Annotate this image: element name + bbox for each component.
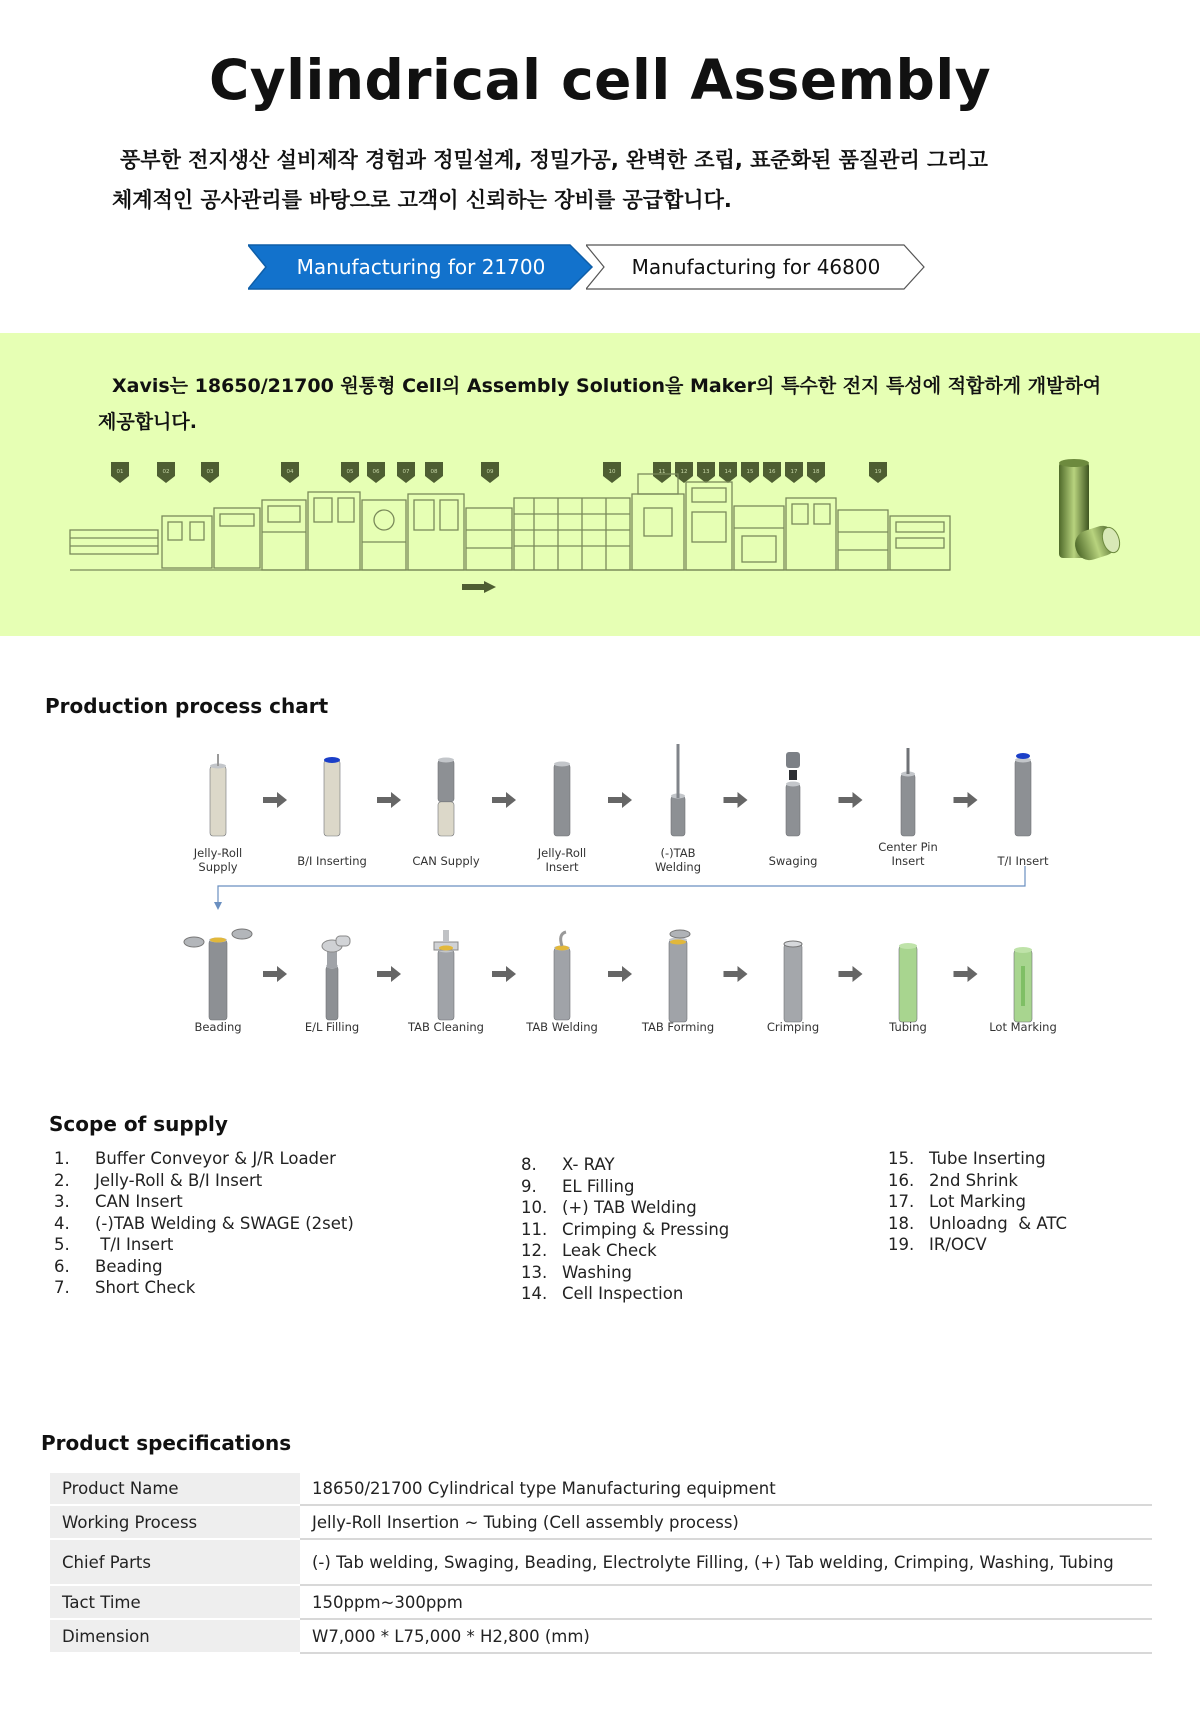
scope-item-number: 5. xyxy=(54,1235,70,1254)
process-step-label: Center Pin Insert xyxy=(878,840,938,868)
model-tabs xyxy=(248,244,928,290)
station-marker-number: 16 xyxy=(768,469,776,475)
station-marker-number: 10 xyxy=(608,469,616,475)
scope-item-number: 12. xyxy=(521,1241,548,1260)
intro-line-2: 체계적인 공사관리를 바탕으로 고객이 신뢰하는 장비를 공급합니다. xyxy=(112,188,732,212)
scope-item-number: 3. xyxy=(54,1192,70,1211)
spec-value: Jelly-Roll Insertion ~ Tubing (Cell assembly process) xyxy=(300,1505,1152,1539)
station-marker-number: 17 xyxy=(790,469,798,475)
tab-welding-icon xyxy=(554,932,570,1020)
scope-item xyxy=(521,1219,729,1241)
station-marker xyxy=(157,462,175,483)
scope-item-number: 1. xyxy=(54,1149,70,1168)
scope-list-3 xyxy=(888,1148,1067,1256)
tab-46800-label: Manufacturing for 46800 xyxy=(631,255,881,279)
spec-key: Product Name xyxy=(50,1473,300,1505)
process-step-label: B/I Inserting xyxy=(297,854,367,868)
process-arrow xyxy=(839,966,863,982)
jelly-roll-insert-icon xyxy=(554,762,570,837)
spec-row xyxy=(50,1473,1152,1505)
tab-forming-icon xyxy=(669,930,690,1022)
station-marker xyxy=(341,462,359,483)
process-arrow xyxy=(377,792,401,808)
specs-heading: Product specifications xyxy=(41,1431,292,1455)
scope-item xyxy=(888,1148,1067,1170)
tab-46800[interactable] xyxy=(586,244,926,290)
tab-21700-label: Manufacturing for 21700 xyxy=(296,255,546,279)
scope-item xyxy=(888,1234,1067,1256)
scope-heading: Scope of supply xyxy=(49,1112,228,1136)
scope-item-number: 15. xyxy=(888,1149,915,1168)
station-marker-number: 19 xyxy=(874,469,882,475)
scope-item xyxy=(521,1197,729,1219)
spec-key: Dimension xyxy=(50,1619,300,1653)
spec-row xyxy=(50,1505,1152,1539)
station-marker xyxy=(481,462,499,483)
scope-list-1 xyxy=(54,1148,354,1299)
cylindrical-cell-icon xyxy=(1045,458,1125,573)
station-marker-number: 09 xyxy=(486,469,494,475)
scope-item xyxy=(54,1213,354,1235)
station-marker-number: 08 xyxy=(430,469,438,475)
scope-item-number: 8. xyxy=(521,1155,537,1174)
station-marker xyxy=(397,462,415,483)
station-marker xyxy=(785,462,803,483)
scope-item-text: 2nd Shrink xyxy=(929,1170,1018,1190)
process-step-label: E/L Filling xyxy=(304,1020,360,1034)
beading-icon xyxy=(184,929,252,1020)
scope-item-text: Crimping & Pressing xyxy=(562,1219,730,1239)
scope-item-number: 4. xyxy=(54,1213,70,1233)
station-marker xyxy=(763,462,781,483)
station-marker xyxy=(869,462,887,483)
spec-value: (-) Tab welding, Swaging, Beading, Electrolyte Filling, (+) Tab welding, Crimping, Washing, Tubing xyxy=(300,1539,1152,1585)
process-step-label: (-)TAB Welding xyxy=(654,846,702,874)
center-pin-icon xyxy=(901,748,915,836)
scope-item-text: IR/OCV xyxy=(929,1235,987,1254)
scope-item-number: 16. xyxy=(888,1170,915,1190)
banner-text xyxy=(98,368,1108,440)
station-marker xyxy=(111,462,129,483)
station-marker-number: 18 xyxy=(812,469,820,475)
process-step-label: Jelly-Roll Insert xyxy=(537,846,587,874)
electrolyte-filling-icon xyxy=(322,936,350,1020)
scope-item-number: 14. xyxy=(521,1284,548,1303)
banner-line-1: Xavis는 18650/21700 원통형 Cell의 Assembly Solution을 Maker의 특수한 전지 특성에 적합하게 개발하여 xyxy=(112,375,1102,397)
scope-item-number: 11. xyxy=(521,1219,548,1239)
scope-item xyxy=(54,1256,354,1278)
scope-item-number: 7. xyxy=(54,1278,70,1297)
scope-item-text: Leak Check xyxy=(562,1241,657,1260)
scope-item-text: Unloadng & ATC xyxy=(929,1213,1067,1233)
flow-direction-arrow xyxy=(462,581,496,593)
lot-marking-icon xyxy=(1014,947,1032,1022)
station-marker xyxy=(603,462,621,483)
station-marker-number: 01 xyxy=(116,469,124,475)
banner-line-2: 제공합니다. xyxy=(98,411,197,433)
machine-outline xyxy=(70,474,950,570)
station-marker xyxy=(807,462,825,483)
station-marker-number: 06 xyxy=(372,469,380,475)
process-arrow xyxy=(608,792,632,808)
spec-key: Tact Time xyxy=(50,1585,300,1619)
scope-item xyxy=(888,1213,1067,1235)
scope-item xyxy=(521,1176,729,1198)
station-marker-number: 15 xyxy=(746,469,754,475)
assembly-line-drawing xyxy=(62,458,982,598)
scope-item-number: 18. xyxy=(888,1213,915,1233)
scope-item xyxy=(521,1262,729,1284)
scope-item xyxy=(54,1277,354,1299)
process-heading: Production process chart xyxy=(45,694,329,718)
process-arrow xyxy=(492,966,516,982)
page-title: Cylindrical cell Assembly xyxy=(208,48,992,112)
scope-item-number: 10. xyxy=(521,1198,548,1217)
scope-item-text: CAN Insert xyxy=(95,1192,183,1211)
tab-cleaning-icon xyxy=(434,930,458,1020)
scope-item-text: Tube Inserting xyxy=(929,1149,1046,1168)
scope-item-text: Short Check xyxy=(95,1278,196,1297)
scope-item xyxy=(888,1191,1067,1213)
scope-item-number: 17. xyxy=(888,1192,915,1211)
process-step-label: Beading xyxy=(194,1020,242,1034)
station-marker xyxy=(653,462,671,483)
station-marker-number: 13 xyxy=(702,469,710,475)
tab-welding-icon xyxy=(671,744,685,836)
process-arrow xyxy=(954,792,978,808)
jelly-roll-cell-icon xyxy=(210,754,226,836)
intro-line-1: 풍부한 전지생산 설비제작 경험과 정밀설계, 정밀가공, 완벽한 조립, 표준화된 품질관리 그리고 xyxy=(120,148,988,172)
station-marker-number: 12 xyxy=(680,469,688,475)
process-step-label: Swaging xyxy=(768,854,818,868)
station-marker-number: 14 xyxy=(724,469,732,475)
station-marker xyxy=(425,462,443,483)
scope-item xyxy=(521,1240,729,1262)
process-step-label: Tubing xyxy=(889,1020,927,1034)
scope-item-text: Buffer Conveyor & J/R Loader xyxy=(95,1149,336,1168)
station-marker-number: 03 xyxy=(206,469,214,475)
process-arrow xyxy=(724,792,748,808)
tubing-icon xyxy=(899,943,917,1022)
spec-value: W7,000 * L75,000 * H2,800 (mm) xyxy=(300,1619,1152,1653)
scope-item xyxy=(54,1148,354,1170)
tab-21700[interactable] xyxy=(248,244,594,290)
scope-item-text: EL Filling xyxy=(562,1176,635,1196)
scope-item-text: X- RAY xyxy=(562,1155,615,1174)
scope-item-number: 6. xyxy=(54,1256,70,1276)
process-arrow xyxy=(954,966,978,982)
process-arrow xyxy=(839,792,863,808)
scope-item-number: 9. xyxy=(521,1176,537,1196)
spec-row xyxy=(50,1539,1152,1585)
process-arrow xyxy=(724,966,748,982)
scope-item xyxy=(54,1170,354,1192)
specs-table xyxy=(50,1473,1152,1654)
can-cell-icon xyxy=(438,758,454,837)
process-step-label: TAB Welding xyxy=(526,1020,598,1034)
process-arrow xyxy=(608,966,632,982)
station-marker xyxy=(201,462,219,483)
scope-item-text: T/I Insert xyxy=(95,1235,174,1254)
scope-item xyxy=(521,1154,729,1176)
scope-item-text: Cell Inspection xyxy=(562,1284,684,1303)
station-marker-number: 05 xyxy=(346,469,354,475)
intro-text xyxy=(112,140,1080,220)
scope-item-number: 19. xyxy=(888,1235,915,1254)
station-marker xyxy=(697,462,715,483)
station-marker xyxy=(281,462,299,483)
process-step-label: TAB Cleaning xyxy=(408,1020,484,1034)
process-arrow xyxy=(377,966,401,982)
scope-item-text: Beading xyxy=(95,1256,163,1276)
process-arrow xyxy=(263,792,287,808)
process-step-label: TAB Forming xyxy=(641,1020,715,1034)
scope-item xyxy=(54,1234,354,1256)
scope-item xyxy=(521,1283,729,1305)
station-marker xyxy=(367,462,385,483)
spec-value: 150ppm~300ppm xyxy=(300,1585,1152,1619)
station-marker-number: 04 xyxy=(286,469,294,475)
station-marker-number: 02 xyxy=(162,469,170,475)
scope-item xyxy=(888,1170,1067,1192)
station-marker xyxy=(741,462,759,483)
scope-list-2 xyxy=(521,1154,729,1305)
station-marker xyxy=(719,462,737,483)
spec-value: 18650/21700 Cylindrical type Manufacturing equipment xyxy=(300,1473,1152,1505)
scope-item-number: 13. xyxy=(521,1262,548,1282)
process-arrow xyxy=(263,966,287,982)
process-step-label: Crimping xyxy=(766,1020,820,1034)
crimping-icon xyxy=(784,941,802,1022)
spec-key: Working Process xyxy=(50,1505,300,1539)
scope-item xyxy=(54,1191,354,1213)
spec-key: Chief Parts xyxy=(50,1539,300,1585)
bottom-insulator-cell-icon xyxy=(324,757,340,836)
scope-item-text: Jelly-Roll & B/I Insert xyxy=(95,1170,263,1190)
spec-row xyxy=(50,1585,1152,1619)
process-step-label: T/I Insert xyxy=(997,854,1049,868)
process-step-label: CAN Supply xyxy=(412,854,480,868)
station-marker-number: 11 xyxy=(658,469,666,475)
process-flow xyxy=(170,718,1070,1078)
spec-row xyxy=(50,1619,1152,1653)
scope-item-number: 2. xyxy=(54,1170,70,1190)
swaging-icon xyxy=(786,752,800,836)
scope-item-text: Washing xyxy=(562,1262,632,1282)
station-marker-number: 07 xyxy=(402,469,410,475)
top-insulator-icon xyxy=(1015,753,1031,836)
scope-item-text: (-)TAB Welding & SWAGE (2set) xyxy=(95,1213,354,1233)
scope-item-text: (+) TAB Welding xyxy=(562,1198,697,1217)
process-step-label: Lot Marking xyxy=(989,1020,1057,1034)
scope-item-text: Lot Marking xyxy=(929,1192,1026,1211)
process-arrow xyxy=(492,792,516,808)
process-step-label: Jelly-Roll Supply xyxy=(193,846,243,874)
